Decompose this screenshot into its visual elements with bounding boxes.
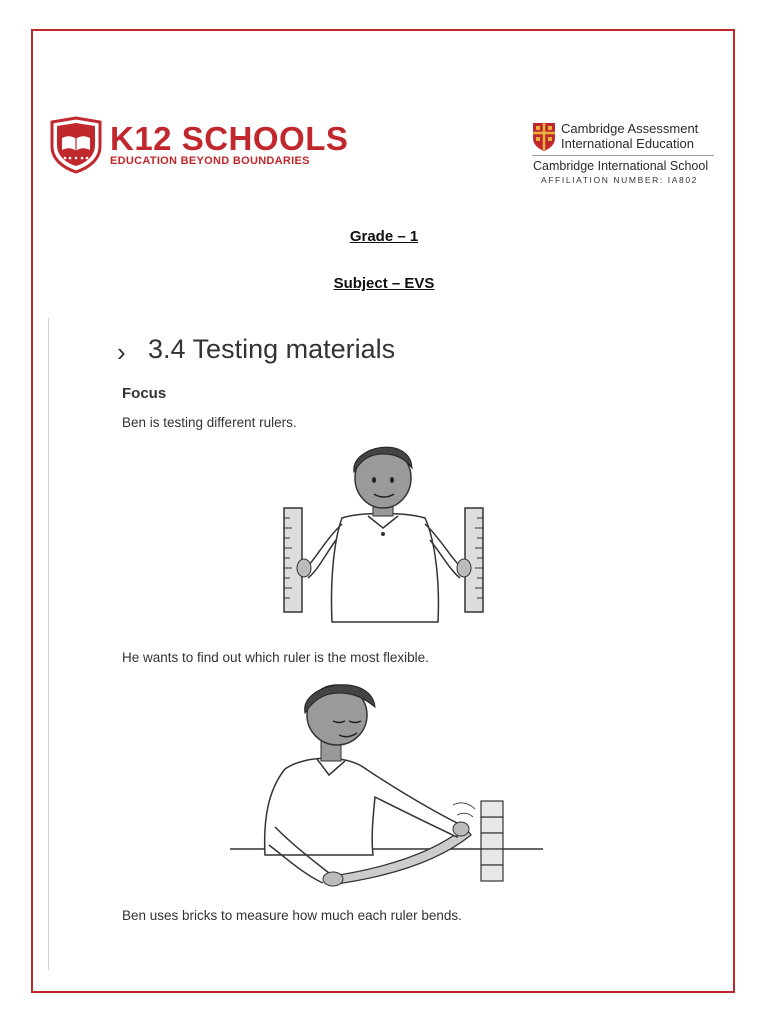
grade-heading: Grade – 1 — [349, 228, 419, 245]
paragraph-2: He wants to find out which ruler is the most flexible. — [122, 650, 429, 665]
chevron-right-icon: › — [117, 337, 126, 367]
paragraph-1: Ben is testing different rulers. — [122, 415, 297, 430]
section-title: 3.4 Testing materials — [148, 334, 396, 364]
cambridge-line1: Cambridge Assessment — [561, 121, 699, 136]
cambridge-school-type: Cambridge International School — [533, 159, 709, 173]
cambridge-crest-icon — [532, 122, 556, 152]
paragraph-3: Ben uses bricks to measure how much each ruler bends. — [122, 908, 462, 923]
focus-heading: Focus — [122, 385, 167, 402]
school-tagline: EDUCATION BEYOND BOUNDARIES — [110, 155, 310, 167]
cambridge-divider — [532, 155, 714, 156]
school-name: K12 SCHOOLS — [110, 120, 349, 157]
boy-holding-rulers-illustration — [270, 440, 500, 630]
cambridge-logo — [532, 120, 732, 190]
boy-bending-ruler-illustration — [225, 677, 545, 892]
cambridge-line2: International Education — [561, 136, 694, 151]
subject-heading: Subject – EVS — [333, 275, 435, 292]
affiliation-number: AFFILIATION NUMBER: IA802 — [541, 175, 698, 185]
content-left-rule — [48, 318, 49, 970]
k12-schools-logo — [48, 116, 349, 176]
shield-book-crest-icon — [48, 116, 104, 174]
